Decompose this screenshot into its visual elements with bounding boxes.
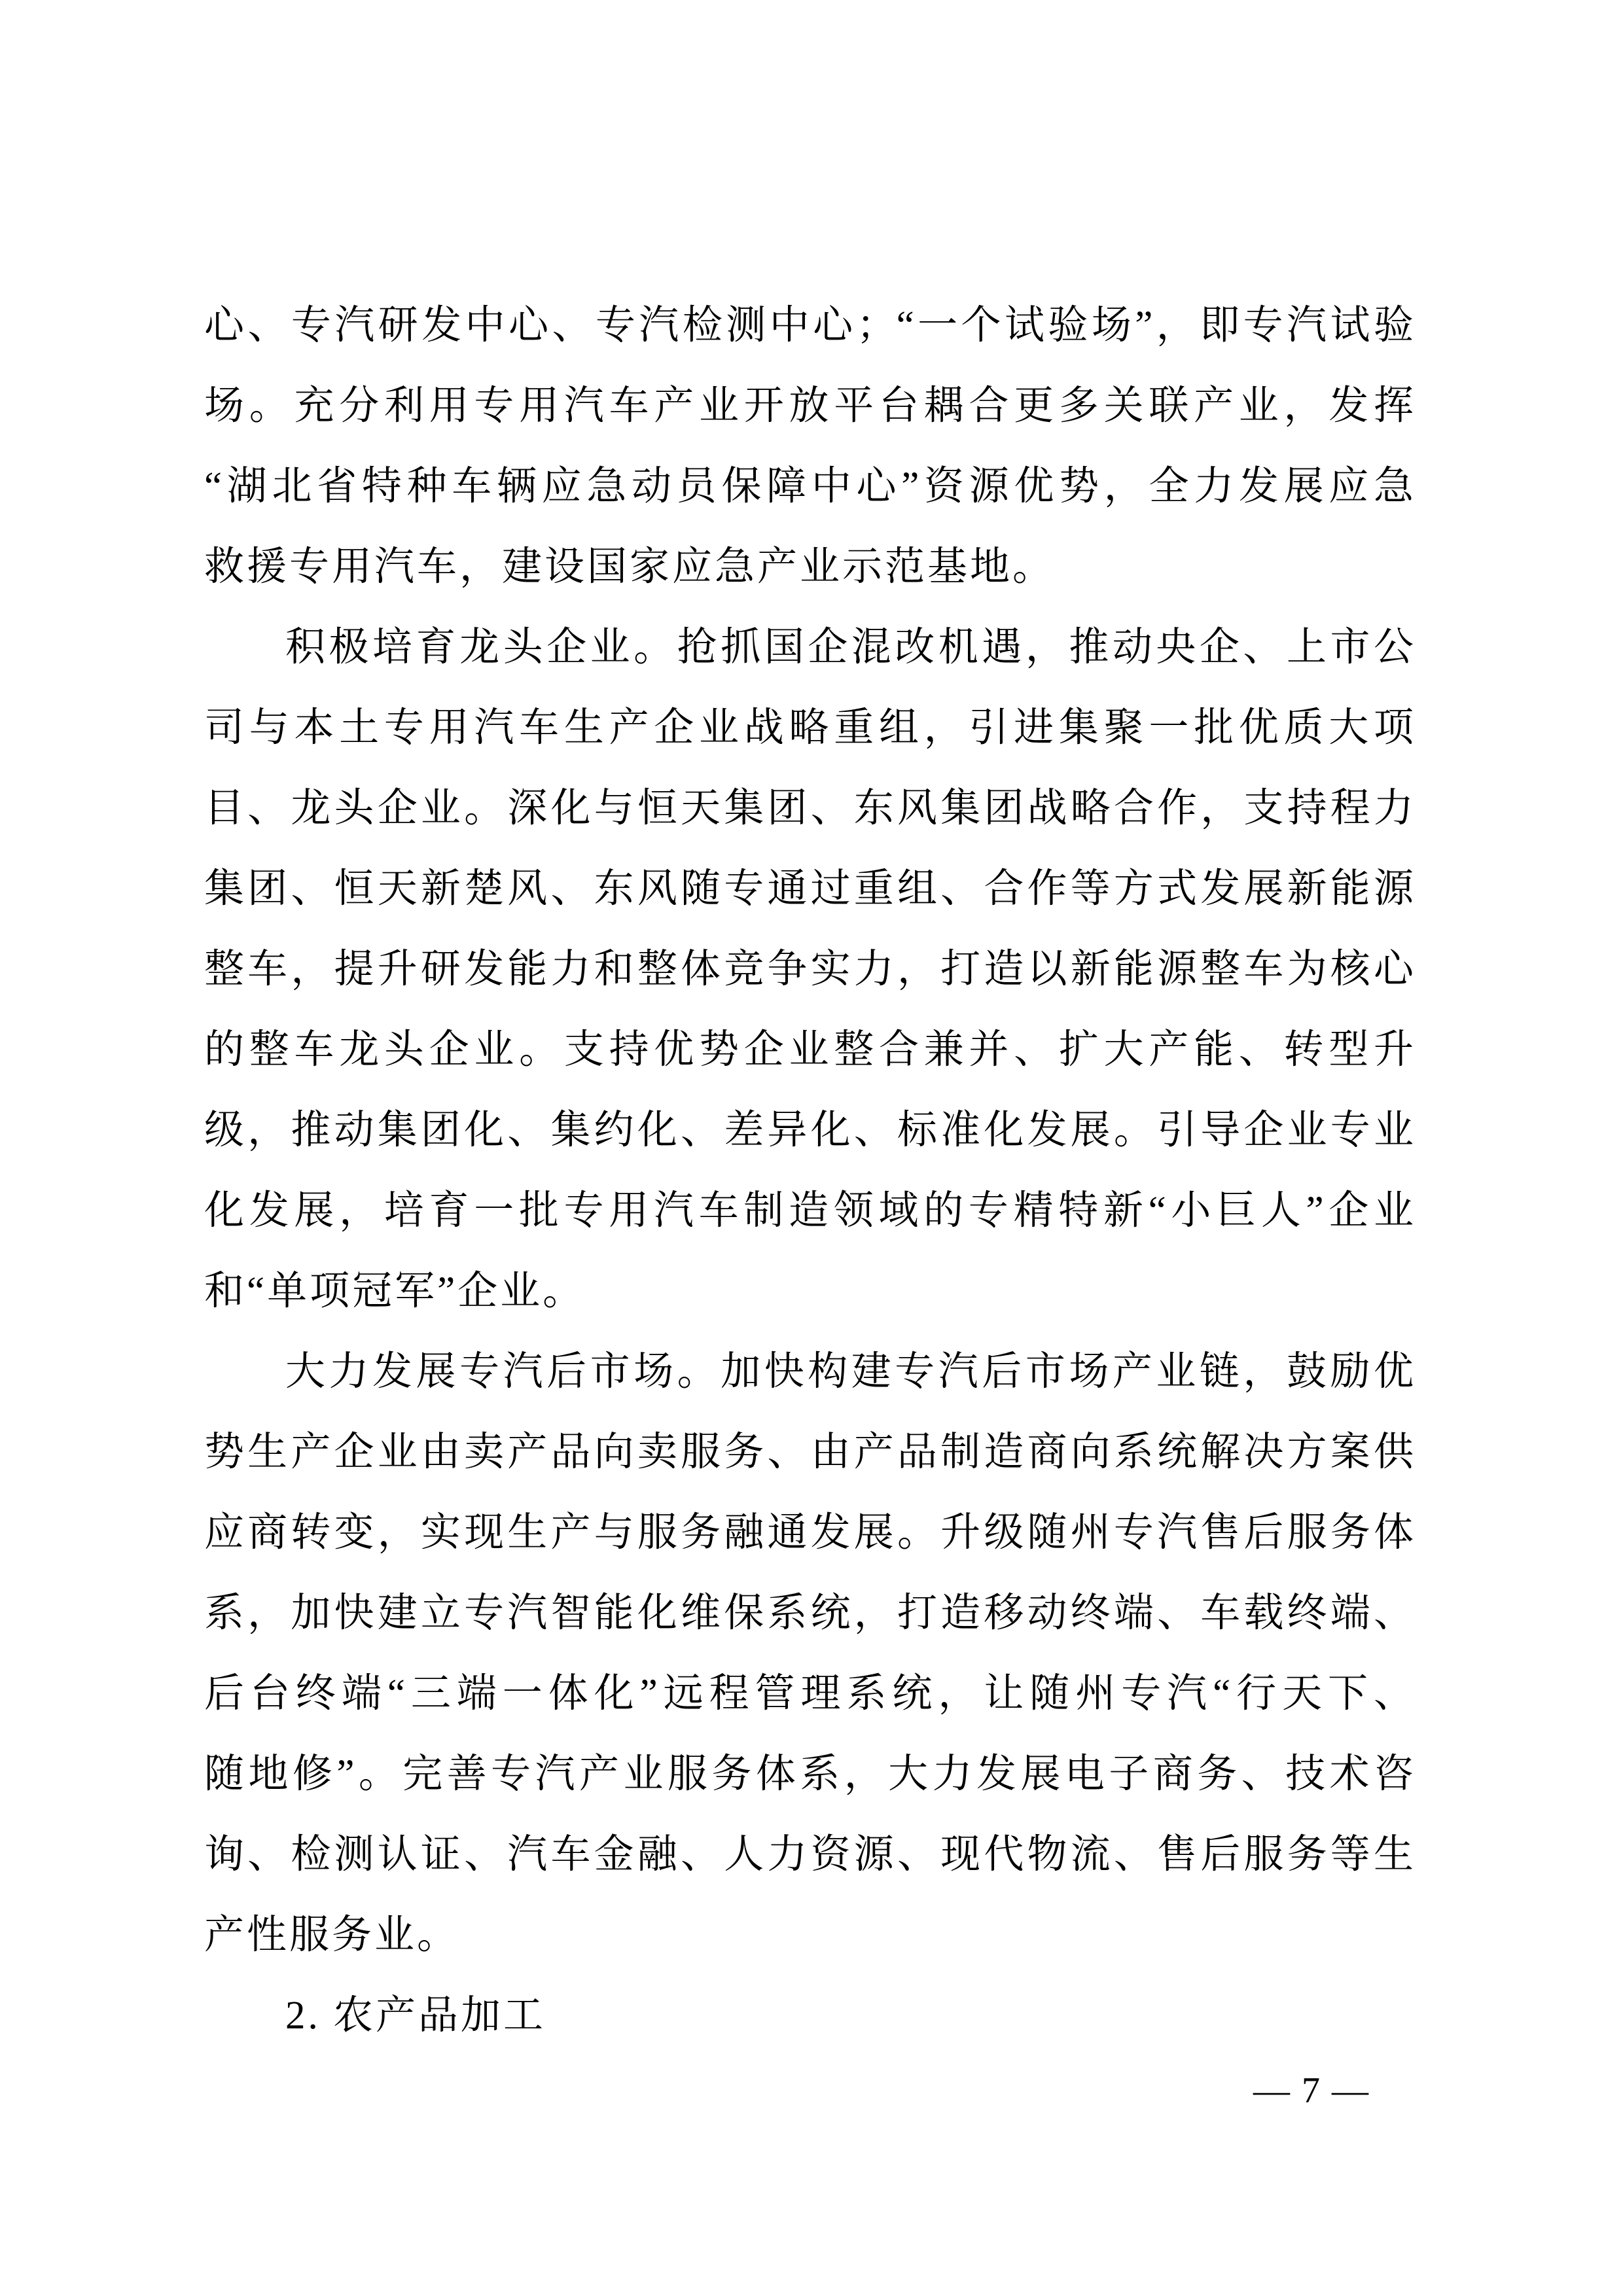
text-line: 整车，提升研发能力和整体竞争实力，打造以新能源整车为核心 xyxy=(204,947,1414,991)
text-line: 救援专用汽车，建设国家应急产业示范基地。 xyxy=(204,545,1056,589)
text-line: 系，加快建立专汽智能化维保系统，打造移动终端、车载终端、 xyxy=(204,1591,1414,1635)
text-line: “湖北省特种车辆应急动员保障中心”资源优势，全力发展应急 xyxy=(204,465,1414,508)
text-line: 级，推动集团化、集约化、差异化、标准化发展。引导企业专业 xyxy=(204,1108,1414,1152)
section-heading-agricultural-processing xyxy=(204,1975,1414,2056)
text-line: 的整车龙头企业。支持优势企业整合兼并、扩大产能、转型升 xyxy=(204,1028,1414,1072)
text-line: 后台终端“三端一体化”远程管理系统，让随州专汽“行天下、 xyxy=(204,1672,1414,1716)
text-line: 心、专汽研发中心、专汽检测中心；“一个试验场”，即专汽试验 xyxy=(204,304,1414,347)
paragraph-leading-enterprises xyxy=(204,607,1414,1332)
text-line: 和“单项冠军”企业。 xyxy=(204,1269,586,1313)
section-heading-text: 2. 农产品加工 xyxy=(285,1994,546,2038)
text-line: 集团、恒天新楚风、东风随专通过重组、合作等方式发展新能源 xyxy=(204,867,1414,911)
text-line: 司与本土专用汽车生产企业战略重组，引进集聚一批优质大项 xyxy=(204,706,1414,750)
page-number: — 7 — xyxy=(1253,2070,1370,2111)
text-line: 应商转变，实现生产与服务融通发展。升级随州专汽售后服务体 xyxy=(204,1511,1414,1555)
text-line: 询、检测认证、汽车金融、人力资源、现代物流、售后服务等生 xyxy=(204,1833,1414,1877)
text-line: 势生产企业由卖产品向卖服务、由产品制造商向系统解决方案供 xyxy=(204,1430,1414,1474)
text-line: 大力发展专汽后市场。加快构建专汽后市场产业链，鼓励优 xyxy=(285,1350,1414,1394)
text-line: 产性服务业。 xyxy=(204,1913,460,1957)
text-line: 目、龙头企业。深化与恒天集团、东风集团战略合作，支持程力 xyxy=(204,786,1414,830)
text-line: 随地修”。完善专汽产业服务体系，大力发展电子商务、技术咨 xyxy=(204,1752,1414,1796)
paragraph-aftermarket xyxy=(204,1332,1414,1975)
text-line: 积极培育龙头企业。抢抓国企混改机遇，推动央企、上市公 xyxy=(285,626,1414,669)
text-block xyxy=(204,285,1414,2056)
text-line: 化发展，培育一批专用汽车制造领域的专精特新“小巨人”企业 xyxy=(204,1189,1414,1233)
paragraph-continuation xyxy=(204,285,1414,607)
text-line: 场。充分利用专用汽车产业开放平台耦合更多关联产业，发挥 xyxy=(204,384,1414,428)
